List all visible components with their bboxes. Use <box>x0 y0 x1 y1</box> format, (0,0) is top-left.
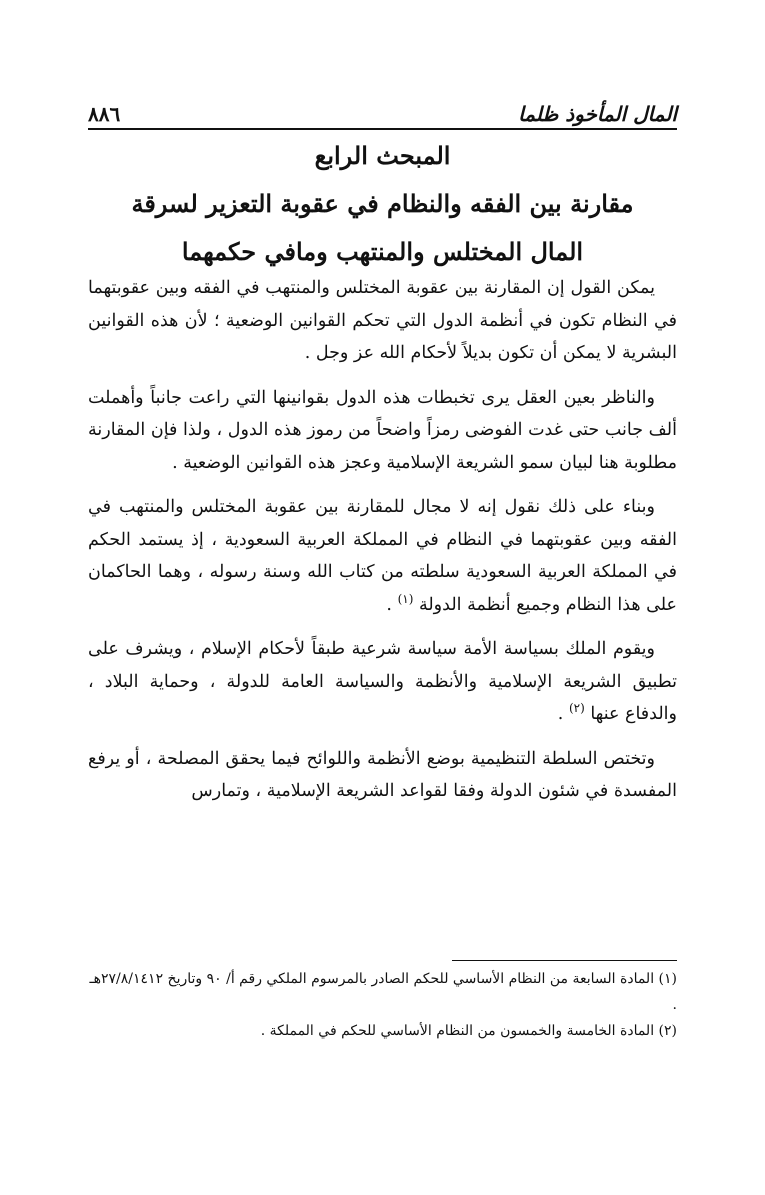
page-header <box>88 92 677 126</box>
paragraph-text: وتختص السلطة التنظيمية بوضع الأنظمة واللوائح فيما يحقق المصلحة ، أو يرفع المفسدة في شئون الدولة وفقا لقواعد الشريعة الإسلامية ، وتمارس <box>88 748 677 801</box>
footnote-1: (١) المادة السابعة من النظام الأساسي للحكم الصادر بالمرسوم الملكي رقم أ/ ٩٠ وتاريخ ٢٧/٨/١٤١٢هـ . <box>89 971 677 1013</box>
footnote-ref[interactable]: (٢) <box>568 701 585 716</box>
body-text <box>88 272 677 820</box>
header-rule <box>88 128 677 130</box>
footnote-2: (٢) المادة الخامسة والخمسون من النظام الأساسي للحكم في المملكة . <box>260 1023 677 1039</box>
paragraph-text: ويقوم الملك بسياسة الأمة سياسة شرعية طبقاً لأحكام الإسلام ، ويشرف على تطبيق الشريعة الإسلامية والأنظمة والسياسة العامة للدولة ، وحماية البلاد ، والدفاع عنها <box>88 639 677 724</box>
paragraph <box>88 272 677 370</box>
section-heading: المبحث الرابع <box>314 141 451 170</box>
paragraph-text: والناظر بعين العقل يرى تخبطات هذه الدول بقوانينها التي راعت جانباً وأهملت ألف جانب حتى غدت الفوضى رمزاً واضحاً من رموز هذه الدول ، ولذا فإن المقارنة مطلوبة هنا لبيان سمو الشريعة الإسلامية وعجز هذه القوانين الوضعية . <box>88 387 677 473</box>
paragraph <box>88 382 677 480</box>
paragraph <box>88 633 677 731</box>
paragraph-text: يمكن القول إن المقارنة بين عقوبة المختلس والمنتهب في الفقه وبين عقوبتهما في النظام تكون في أنظمة الدول التي تحكم القوانين الوضعية ؛ لأن هذه القوانين البشرية لا يمكن أن تكون بديلاً لأحكام الله عز وجل . <box>88 278 677 363</box>
footnote-ref[interactable]: (١) <box>397 591 414 606</box>
paragraph <box>88 491 677 621</box>
footnote-rule <box>452 960 677 961</box>
running-title: المال المأخوذ ظلما <box>518 102 677 126</box>
section-title-line-2: المال المختلس والمنتهب ومافي حكمهما <box>181 237 584 266</box>
section-headings <box>60 132 705 276</box>
paragraph-end: . <box>557 704 569 724</box>
section-title-line-1: مقارنة بين الفقه والنظام في عقوبة التعزير لسرقة <box>131 189 634 218</box>
page-number: ٨٨٦ <box>88 102 121 126</box>
paragraph <box>88 743 677 808</box>
paragraph-text: وبناء على ذلك نقول إنه لا مجال للمقارنة بين عقوبة المختلس والمنتهب في الفقه وبين عقوبتهما في النظام في المملكة العربية السعودية ، إذ يستمد الحكم في المملكة العربية السعودية سلطته من كتاب الله وسنة رسوله ، وهما الحاكمان على هذا النظام وجميع أنظمة الدولة <box>88 497 677 615</box>
paragraph-end: . <box>386 594 398 615</box>
footnotes <box>88 966 677 1044</box>
